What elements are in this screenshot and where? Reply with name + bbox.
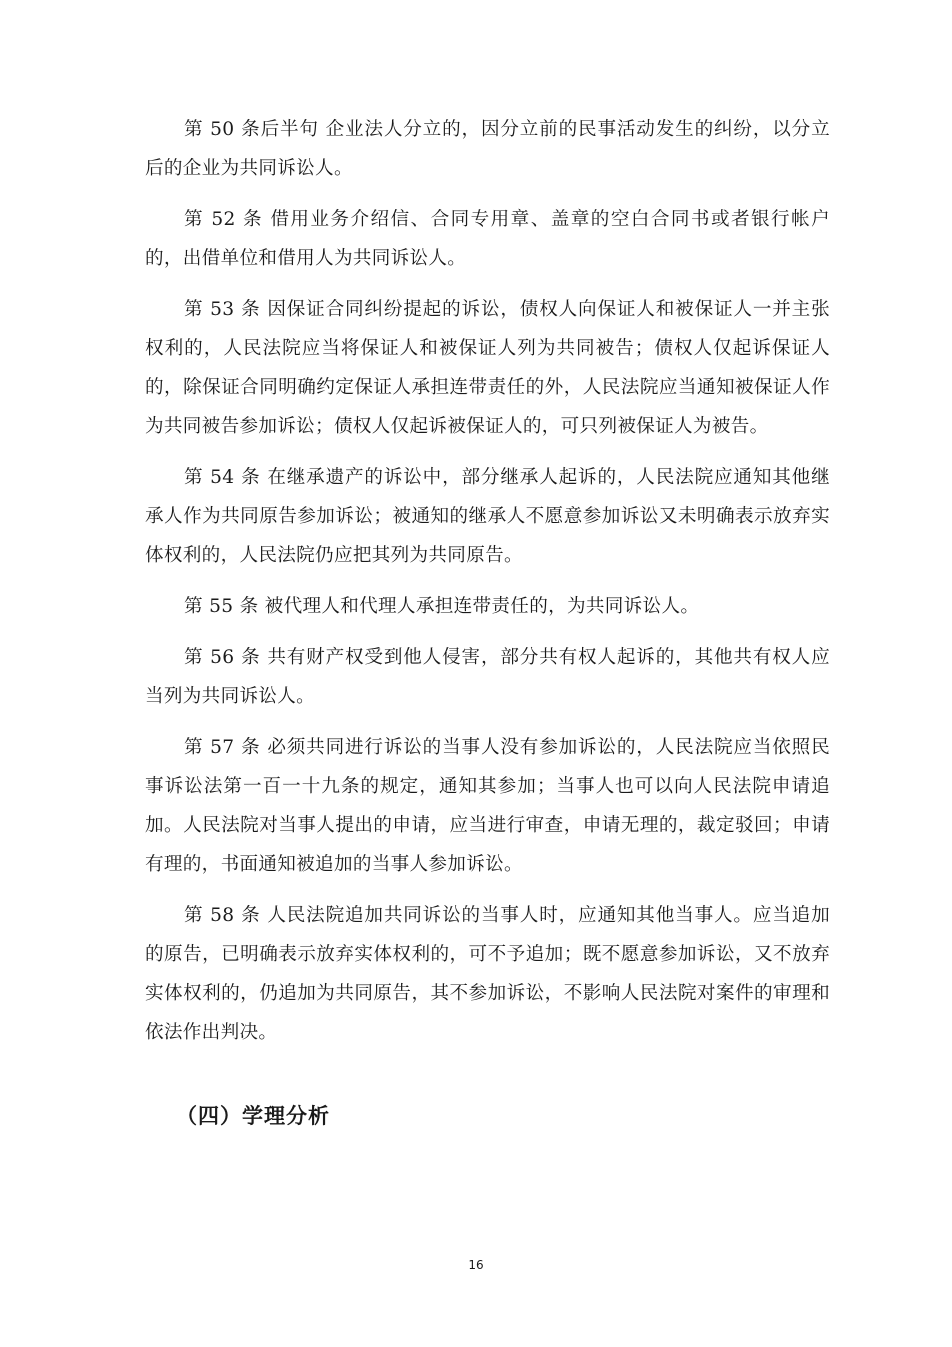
article-55-paragraph: 第 55 条 被代理人和代理人承担连带责任的，为共同诉讼人。	[184, 596, 700, 617]
article-56-paragraph: 第 56 条 共有财产权受到他人侵害，部分共有权人起诉的，其他共有权人应当列为共同诉讼人。	[145, 647, 830, 707]
article-54-paragraph: 第 54 条 在继承遗产的诉讼中，部分继承人起诉的，人民法院应通知其他继承人作为共同原告参加诉讼；被通知的继承人不愿意参加诉讼又未明确表示放弃实体权利的，人民法院仍应把其列为共同原告。	[145, 467, 830, 566]
article-57-paragraph: 第 57 条 必须共同进行诉讼的当事人没有参加诉讼的，人民法院应当依照民事诉讼法第一百一十九条的规定，通知其参加；当事人也可以向人民法院申请追加。人民法院对当事人提出的申请，应当进行审查，申请无理的，裁定驳回；申请有理的，书面通知被追加的当事人参加诉讼。	[145, 737, 830, 875]
document-body	[145, 110, 830, 1052]
page-number: 16	[468, 1258, 484, 1272]
section-heading: （四）学理分析	[176, 1104, 330, 1128]
article-53-paragraph: 第 53 条 因保证合同纠纷提起的诉讼，债权人向保证人和被保证人一并主张权利的，人民法院应当将保证人和被保证人列为共同被告；债权人仅起诉保证人的，除保证合同明确约定保证人承担连带责任的外，人民法院应当通知被保证人作为共同被告参加诉讼；债权人仅起诉被保证人的，可只列被保证人为被告。	[145, 299, 830, 437]
article-50-paragraph: 第 50 条后半句 企业法人分立的，因分立前的民事活动发生的纠纷，以分立后的企业为共同诉讼人。	[145, 119, 830, 179]
article-58-paragraph: 第 58 条 人民法院追加共同诉讼的当事人时，应通知其他当事人。应当追加的原告，已明确表示放弃实体权利的，可不予追加；既不愿意参加诉讼，又不放弃实体权利的，仍追加为共同原告，其不参加诉讼，不影响人民法院对案件的审理和依法作出判决。	[145, 905, 830, 1043]
article-52-paragraph: 第 52 条 借用业务介绍信、合同专用章、盖章的空白合同书或者银行帐户的，出借单位和借用人为共同诉讼人。	[145, 209, 830, 269]
